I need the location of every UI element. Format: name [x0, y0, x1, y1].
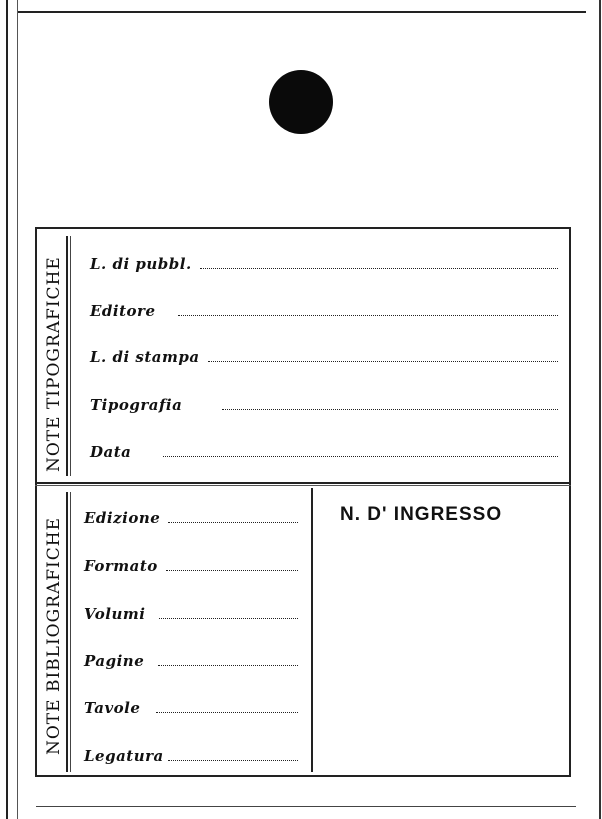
punch-hole	[269, 70, 333, 134]
dotted-line	[168, 508, 298, 523]
card-edge-top	[18, 11, 586, 13]
card-edge-right	[599, 0, 601, 819]
field-label: L. di pubbl.	[90, 255, 192, 273]
card-edge-left	[6, 0, 8, 819]
note-tipografiche-title: NOTE TIPOGRAFICHE	[44, 256, 64, 472]
dotted-line	[178, 301, 559, 316]
dotted-line	[208, 347, 558, 362]
field-legatura[interactable]	[84, 746, 298, 770]
field-luogo-pubblicazione[interactable]	[90, 254, 558, 278]
section-divider	[35, 482, 571, 484]
dotted-line	[159, 604, 298, 619]
field-pagine[interactable]	[84, 651, 298, 675]
dotted-line	[163, 442, 558, 457]
dotted-line	[156, 698, 298, 713]
field-label: Editore	[90, 302, 156, 320]
field-label: Edizione	[84, 509, 161, 527]
numero-ingresso-label: N. D' INGRESSO	[340, 504, 503, 525]
band-rule-top-inner	[70, 236, 71, 476]
dotted-line	[158, 651, 298, 666]
field-formato[interactable]	[84, 556, 298, 580]
field-label: Data	[90, 443, 132, 461]
band-rule-bottom-inner	[70, 492, 71, 772]
band-rule-bottom	[66, 492, 68, 772]
field-label: Legatura	[84, 747, 164, 765]
dotted-line	[168, 746, 298, 761]
field-editore[interactable]	[90, 301, 558, 325]
field-luogo-stampa[interactable]	[90, 347, 558, 371]
field-data[interactable]	[90, 442, 558, 466]
column-divider	[311, 488, 313, 772]
field-label: Tipografia	[90, 396, 183, 414]
card-edge-bottom	[36, 806, 576, 807]
field-label: Tavole	[84, 699, 141, 717]
field-label: Pagine	[84, 652, 145, 670]
field-volumi[interactable]	[84, 604, 298, 628]
card-edge-left-inner	[17, 0, 18, 819]
band-rule-top	[66, 236, 68, 476]
field-tipografia[interactable]	[90, 395, 558, 419]
field-tavole[interactable]	[84, 698, 298, 722]
dotted-line	[200, 254, 558, 269]
section-divider-inner	[35, 485, 571, 486]
field-label: L. di stampa	[90, 348, 200, 366]
field-edizione[interactable]	[84, 508, 298, 532]
dotted-line	[166, 556, 298, 571]
note-bibliografiche-title: NOTE BIBLIOGRAFICHE	[44, 516, 64, 755]
dotted-line	[222, 395, 558, 410]
field-label: Volumi	[84, 605, 146, 623]
field-label: Formato	[84, 557, 158, 575]
